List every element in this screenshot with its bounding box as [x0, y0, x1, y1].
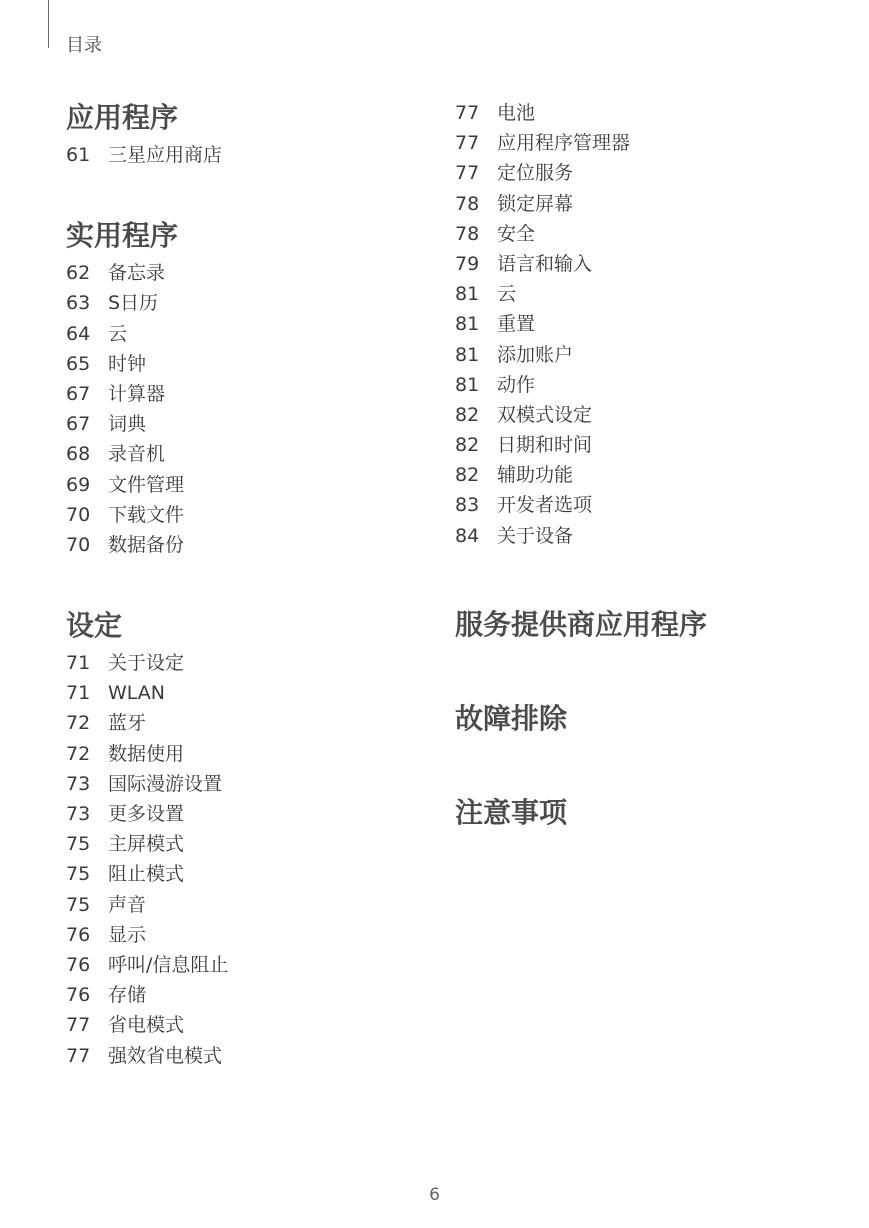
- toc-label: 蓝牙: [108, 712, 147, 735]
- toc-label: 声音: [108, 893, 147, 916]
- toc-label: 关于设备: [497, 524, 574, 547]
- toc-label: 定位服务: [497, 162, 574, 185]
- toc-page: 75: [66, 863, 91, 886]
- toc-entry[interactable]: [66, 708, 426, 738]
- toc-page: 73: [66, 772, 91, 795]
- toc-entry[interactable]: [455, 490, 855, 520]
- toc-page: 81: [455, 313, 480, 336]
- toc-entry[interactable]: [455, 98, 855, 128]
- toc-page: 76: [66, 953, 91, 976]
- toc-entry[interactable]: [455, 370, 855, 400]
- toc-page: 82: [455, 403, 480, 426]
- toc-entry[interactable]: [455, 309, 855, 339]
- toc-label: 安全: [497, 222, 536, 245]
- toc-label: 国际漫游设置: [108, 772, 223, 795]
- toc-label: 下载文件: [108, 503, 185, 526]
- toc-page: 65: [66, 352, 91, 375]
- toc-page: 75: [66, 833, 91, 856]
- toc-page: 78: [455, 222, 480, 245]
- toc-label: 呼叫/信息阻止: [108, 953, 229, 976]
- toc-page: 63: [66, 292, 91, 315]
- toc-page: 72: [66, 712, 91, 735]
- toc-entry[interactable]: [455, 279, 855, 309]
- toc-label: 主屏模式: [108, 833, 185, 856]
- toc-page: 83: [455, 494, 480, 517]
- toc-label: 阻止模式: [108, 863, 185, 886]
- toc-entry[interactable]: [66, 950, 426, 980]
- toc-label: 计算器: [108, 382, 166, 405]
- toc-page: 84: [455, 524, 480, 547]
- toc-page: 81: [455, 283, 480, 306]
- toc-page: 77: [455, 132, 480, 155]
- section-title-apps[interactable]: 应用程序: [66, 101, 179, 134]
- toc-page: 81: [455, 373, 480, 396]
- toc-page: 79: [455, 252, 480, 275]
- toc-entry[interactable]: [66, 739, 426, 769]
- toc-entry[interactable]: [455, 128, 855, 158]
- toc-label: 日期和时间: [497, 434, 593, 457]
- toc-entry[interactable]: [66, 678, 426, 708]
- toc-entry[interactable]: [66, 470, 426, 500]
- toc-label: 录音机: [108, 443, 166, 466]
- toc-label: 省电模式: [108, 1014, 185, 1037]
- toc-label: 辅助功能: [497, 464, 574, 487]
- toc-page: 82: [455, 434, 480, 457]
- toc-entry[interactable]: [455, 430, 855, 460]
- toc-label: WLAN: [108, 682, 166, 705]
- section-title-utilities[interactable]: 实用程序: [66, 219, 179, 253]
- toc-page: 72: [66, 742, 91, 765]
- toc-entry[interactable]: [66, 500, 426, 530]
- section-title-carrier-apps[interactable]: 服务提供商应用程序: [455, 607, 708, 641]
- toc-entry[interactable]: [66, 980, 426, 1010]
- toc-entry[interactable]: [455, 249, 855, 279]
- toc-page: 71: [66, 652, 91, 675]
- toc-entry[interactable]: [455, 219, 855, 249]
- toc-entry[interactable]: [66, 140, 426, 170]
- toc-page: 67: [66, 413, 91, 436]
- toc-entry[interactable]: [66, 648, 426, 678]
- toc-label: 电池: [497, 102, 536, 124]
- toc-page: 67: [66, 382, 91, 405]
- toc-entry[interactable]: [455, 521, 855, 551]
- toc-label: 强效省电模式: [108, 1044, 223, 1067]
- toc-label: 重置: [497, 313, 536, 336]
- toc-label: 时钟: [108, 352, 147, 375]
- toc-entry[interactable]: [455, 189, 855, 219]
- toc-page: 70: [66, 533, 91, 556]
- toc-label: 应用程序管理器: [497, 132, 631, 155]
- toc-entry[interactable]: [66, 439, 426, 469]
- page-number: 6: [429, 1185, 440, 1205]
- toc-page: 69: [66, 473, 91, 496]
- toc-entry[interactable]: [66, 409, 426, 439]
- toc-page: 77: [455, 162, 480, 185]
- toc-label: 开发者选项: [497, 494, 593, 517]
- toc-page: 76: [66, 984, 91, 1007]
- toc-entry[interactable]: [66, 349, 426, 379]
- header-title: 目录: [66, 35, 102, 56]
- toc-entry[interactable]: [66, 1041, 426, 1071]
- toc-page: 77: [66, 1044, 91, 1067]
- toc-page: 73: [66, 803, 91, 825]
- toc-entry[interactable]: [66, 1010, 426, 1040]
- toc-label: 备忘录: [108, 262, 166, 285]
- section-title-precautions[interactable]: 注意事项: [455, 795, 568, 829]
- toc-label: S日历: [108, 292, 159, 315]
- toc-page: 77: [455, 102, 480, 124]
- toc-label: 显示: [108, 923, 147, 946]
- toc-page: 64: [66, 322, 91, 345]
- section-title-troubleshooting[interactable]: 故障排除: [455, 701, 568, 735]
- toc-label: 文件管理: [108, 473, 185, 496]
- toc-page: 75: [66, 893, 91, 916]
- toc-entry[interactable]: [66, 319, 426, 349]
- toc-label: 双模式设定: [497, 403, 593, 426]
- toc-label: 词典: [108, 413, 147, 436]
- toc-entry[interactable]: [66, 890, 426, 920]
- toc-label: 更多设置: [108, 803, 185, 825]
- toc-label: 云: [108, 322, 128, 345]
- toc-entry[interactable]: [66, 769, 426, 799]
- toc-right-column: [455, 98, 855, 835]
- toc-entry[interactable]: [66, 799, 426, 829]
- toc-label: 数据备份: [108, 533, 185, 556]
- toc-entry[interactable]: [66, 530, 426, 560]
- toc-page: 76: [66, 923, 91, 946]
- toc-left-column: [66, 96, 426, 1071]
- toc-entry[interactable]: [66, 288, 426, 318]
- toc-label: 锁定屏幕: [497, 192, 574, 215]
- toc-entry[interactable]: [66, 258, 426, 288]
- toc-page: 71: [66, 682, 91, 705]
- toc-page: 81: [455, 343, 480, 366]
- toc-page: 77: [66, 1014, 91, 1037]
- header-divider: [48, 0, 49, 48]
- toc-label: 数据使用: [108, 742, 185, 765]
- toc-page: 62: [66, 262, 91, 285]
- toc-label: 动作: [497, 373, 536, 396]
- toc-label: 三星应用商店: [108, 144, 223, 166]
- section-title-settings[interactable]: 设定: [66, 609, 123, 643]
- toc-label: 添加账户: [497, 343, 574, 366]
- toc-page: 82: [455, 464, 480, 487]
- toc-page: 70: [66, 503, 91, 526]
- toc-label: 存储: [108, 984, 147, 1007]
- toc-entry[interactable]: [455, 460, 855, 490]
- toc-entry[interactable]: [455, 400, 855, 430]
- toc-entry[interactable]: [66, 829, 426, 859]
- toc-entry[interactable]: [455, 340, 855, 370]
- toc-page: 68: [66, 443, 91, 466]
- toc-label: 语言和输入: [497, 252, 593, 275]
- toc-label: 云: [497, 283, 517, 306]
- toc-page: 61: [66, 144, 91, 166]
- toc-entry[interactable]: [66, 859, 426, 889]
- toc-label: 关于设定: [108, 652, 185, 675]
- toc-entry[interactable]: [66, 379, 426, 409]
- toc-entry[interactable]: [455, 158, 855, 188]
- toc-page: 78: [455, 192, 480, 215]
- toc-entry[interactable]: [66, 920, 426, 950]
